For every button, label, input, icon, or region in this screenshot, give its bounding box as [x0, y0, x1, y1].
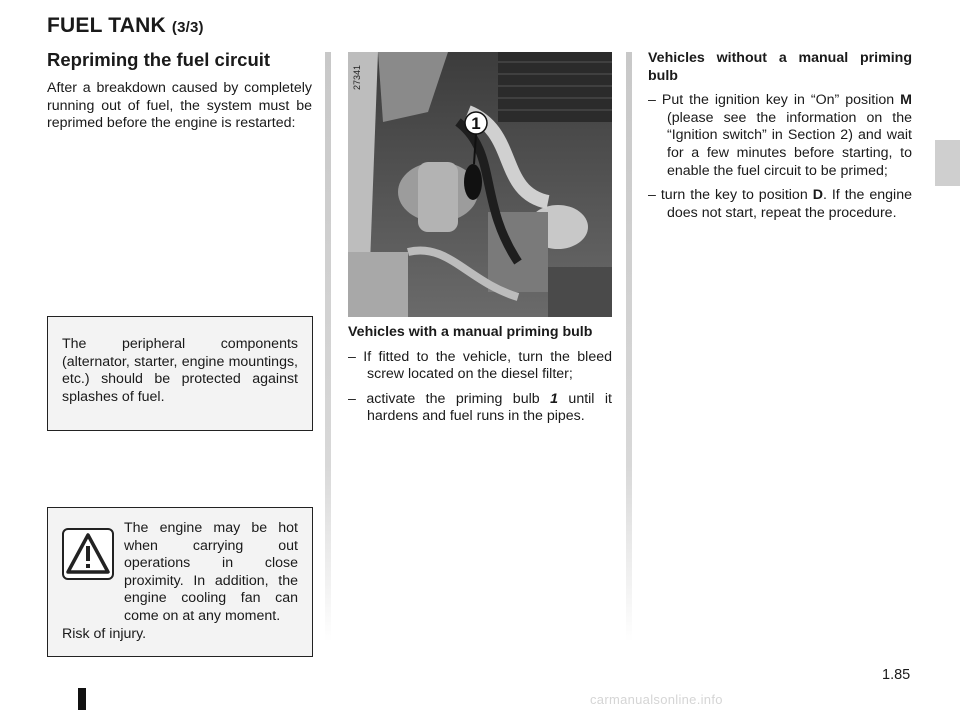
manual-bulb-step-1: – If fitted to the vehicle, turn the bleed screw located on the diesel filter; — [348, 348, 612, 383]
intro-paragraph: After a breakdown caused by completely running out of fuel, the system must be reprimed before the engine is restarted: — [47, 80, 312, 132]
column-divider-left — [325, 52, 331, 642]
manual-bulb-step-2 — [348, 391, 612, 426]
column-divider-right — [626, 52, 632, 642]
section-title: Repriming the fuel circuit — [47, 49, 271, 70]
section-tab-marker — [935, 140, 960, 186]
warning-box — [47, 507, 313, 657]
page-title-part: (3/3) — [171, 19, 204, 36]
watermark: carmanualsonline.info — [590, 692, 723, 707]
step-text: – turn the key to position — [648, 187, 813, 204]
no-bulb-heading: Vehicles without a manual priming bulb — [648, 50, 912, 84]
warning-text: The engine may be hot when carrying out operations in close proximity. In addition, the engine cooling fan can come on at any moment. — [124, 520, 298, 624]
no-bulb-section — [648, 50, 912, 229]
step-ref: 1 — [550, 390, 558, 407]
step-text: (please see the information on the “Ignition switch” in Section 2) and wait for a few minutes before starting, to enable the fuel circuit to be primed; — [667, 109, 912, 179]
no-bulb-step-2 — [648, 187, 912, 222]
step-text: – Put the ignition key in “On” position — [648, 92, 901, 109]
engine-bay-photo — [348, 52, 612, 317]
protection-note-text: The peripheral components (alternator, starter, engine mountings, etc.) should be protected against splashes of fuel. — [62, 336, 298, 405]
photo-reference-number: 27341 — [352, 64, 362, 90]
protection-note-box — [47, 316, 313, 431]
step-text: . If the engine does not start, repeat the procedure. — [667, 187, 912, 221]
bottom-edge-bar — [78, 688, 86, 710]
warning-triangle-icon — [62, 528, 114, 580]
manual-bulb-heading: Vehicles with a manual priming bulb — [348, 324, 593, 340]
page-title — [47, 14, 204, 38]
risk-text: Risk of injury. — [62, 625, 147, 642]
manual-bulb-section — [348, 324, 612, 433]
step-text: – activate the priming bulb — [348, 390, 551, 407]
page-title-text: FUEL TANK — [47, 14, 166, 37]
no-bulb-step-1 — [648, 92, 912, 180]
callout-label: 1 — [471, 114, 481, 133]
page-number: 1.85 — [882, 667, 911, 683]
step-ref: M — [900, 92, 912, 109]
step-text: until it hardens and fuel runs in the pipes. — [367, 390, 612, 425]
step-ref: D — [812, 187, 823, 204]
engine-bay-illustration — [348, 52, 612, 317]
